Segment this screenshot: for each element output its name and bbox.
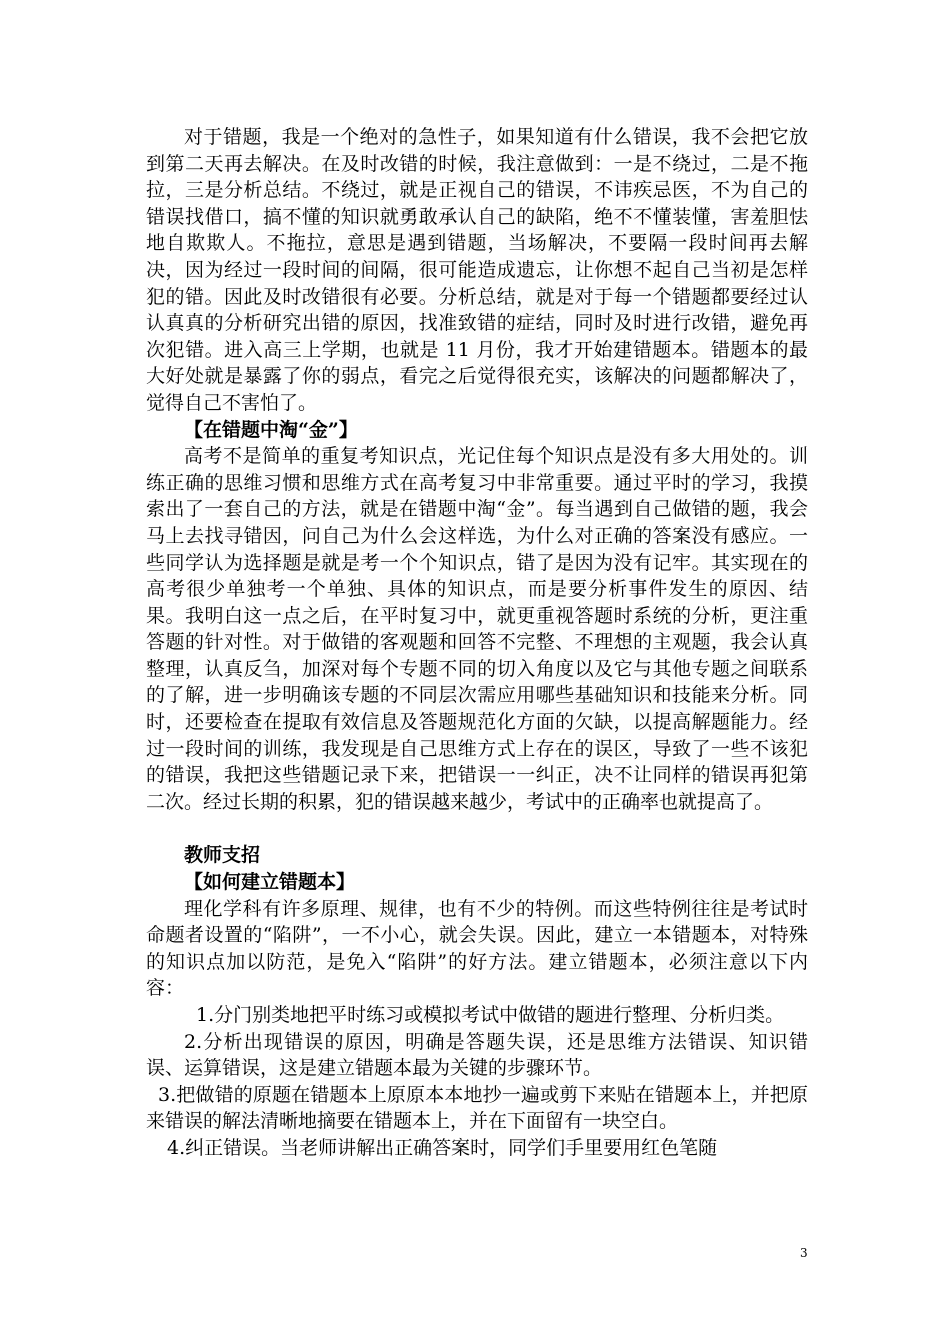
document-body: [146, 124, 808, 1162]
list-item-1: 1.分门别类地把平时练习或模拟考试中做错的题进行整理、分析归类。: [196, 1004, 785, 1026]
paragraph-gold-from-errors: 高考不是简单的重复考知识点，光记住每个知识点是没有多大用处的。训练正确的思维习惯和思维方式在高考复习中非常重要。通过平时的学习，我摸索出了一套自己的方法，就是在错题中淘“金”。每当遇到自己做错的题，我会马上去找寻错因，问自己为什么会这样选，为什么对正确的答案没有感应。一些同学认为选择题是就是考一个个知识点，错了是因为没有记牢。其实现在的高考很少单独考一个单独、具体的知识点，而是要分析事件发生的原因、结果。我明白这一点之后，在平时复习中，就更重视答题时系统的分析，更注重答题的针对性。对于做错的客观题和回答不完整、不理想的主观题，我会认真整理，认真反刍，加深对每个专题不同的切入角度以及它与其他专题之间联系的了解，进一步明确该专题的不同层次需应用哪些基础知识和技能来分析。同时，还要检查在提取有效信息及答题规范化方面的欠缺，以提高解题能力。经过一段时间的训练，我发现是自己思维方式上存在的误区，导致了一些不该犯的错误，我把这些错题记录下来，把错误一一纠正，决不让同样的错误再犯第二次。经过长期的积累，犯的错误越来越少，考试中的正确率也就提高了。: [146, 445, 808, 813]
list-item-4: 4.纠正错误。当老师讲解出正确答案时，同学们手里要用红色笔随: [167, 1136, 718, 1159]
list-item-2: 2.分析出现错误的原因，明确是答题失误，还是思维方法错误、知识错误、运算错误，这是建立错题本最为关键的步骤环节。: [146, 1030, 808, 1080]
heading-gold-from-errors: 【在错题中淘“金”】: [184, 418, 358, 441]
list-item-3: 3.把做错的原题在错题本上原原本本地抄一遍或剪下来贴在错题本上，并把原来错误的解法清晰地摘要在错题本上，并在下面留有一块空白。: [146, 1083, 808, 1133]
page-number: 3: [800, 1246, 808, 1260]
paragraph-error-correction: 对于错题，我是一个绝对的急性子，如果知道有什么错误，我不会把它放到第二天再去解决。在及时改错的时候，我注意做到：一是不绕过，二是不拖拉，三是分析总结。不绕过，就是正视自己的错误，不讳疾忌医，不为自己的错误找借口，搞不懂的知识就勇敢承认自己的缺陷，绝不不懂装懂，害羞胆怯地自欺欺人。不拖拉，意思是遇到错题，当场解决，不要隔一段时间再去解决，因为经过一段时间的间隔，很可能造成遗忘，让你想不起自己当初是怎样犯的错。因此及时改错很有必要。分析总结，就是对于每一个错题都要经过认认真真的分析研究出错的原因，找准致错的症结，同时及时进行改错，避免再次犯错。进入高三上学期，也就是 11 月份，我才开始建错题本。错题本的最大好处就是暴露了你的弱点，看完之后觉得很充实，该解决的问题都解决了，觉得自己不害怕了。: [146, 126, 808, 414]
heading-build-error-notebook: 【如何建立错题本】: [184, 871, 356, 894]
paragraph-gap: [146, 815, 808, 842]
section-title-teacher-tips: 教师支招: [184, 844, 261, 867]
paragraph-build-error-notebook: 理化学科有许多原理、规律，也有不少的特例。而这些特例往往是考试时命题者设置的“陷阱”，一不小心，就会失误。因此，建立一本错题本，对特殊的知识点加以防范，是免入“陷阱”的好方法。建立错题本，必须注意以下内容：: [146, 897, 808, 1000]
